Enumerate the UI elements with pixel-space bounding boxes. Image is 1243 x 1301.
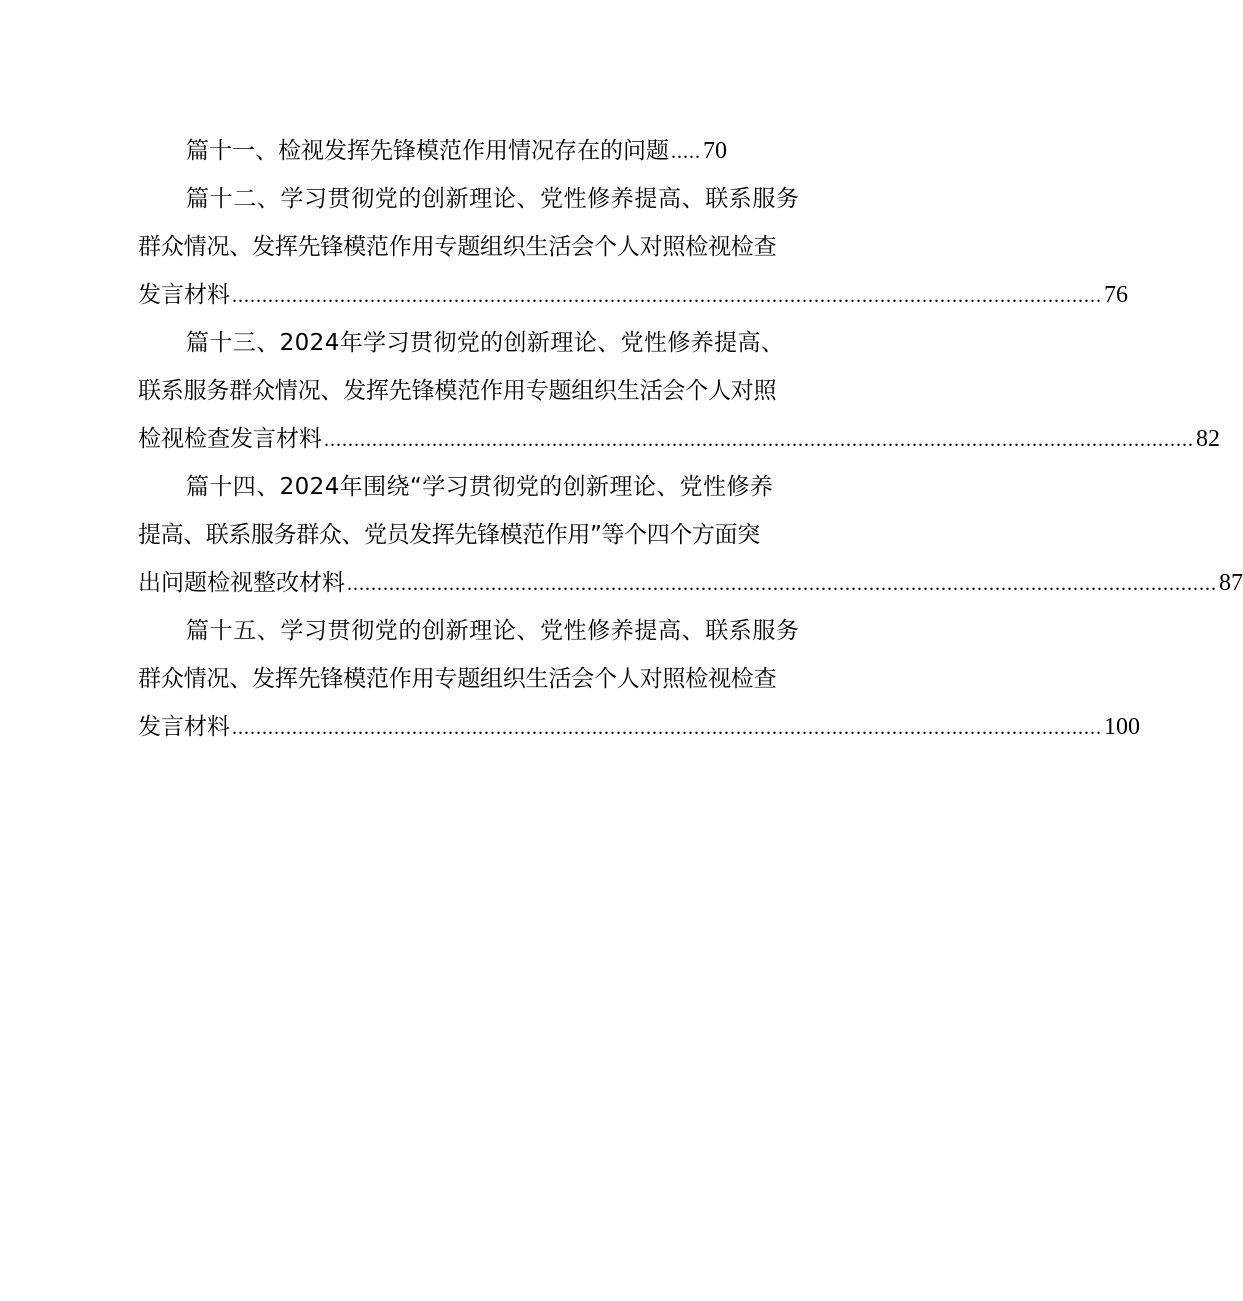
toc-entry-13-line-3[interactable]: [138, 415, 1220, 463]
toc-entry-12-line-2[interactable]: [138, 223, 786, 271]
toc-leader-dots: .....: [671, 141, 701, 163]
toc-entry-title-line: 发言材料: [138, 714, 230, 740]
toc-entry-title: 篇十一、检视发挥先锋模范作用情况存在的问题: [186, 138, 669, 164]
toc-entry-11[interactable]: [186, 127, 776, 175]
toc-entry-title-line: 出问题检视整改材料: [138, 570, 345, 596]
toc-entry-title-line: 篇十二、学习贯彻党的创新理论、党性修养提高、联系服务: [186, 186, 800, 212]
toc-leader-dots: .................................................................................................................................................: [324, 429, 1194, 451]
toc-leader-dots: .................................................................................................................................................: [347, 573, 1217, 595]
toc-entry-title-line: 群众情况、发挥先锋模范作用专题组织生活会个人对照检视检查: [138, 234, 777, 260]
toc-page-number: 100: [1104, 714, 1140, 740]
toc-entry-title-line: 检视检查发言材料: [138, 426, 322, 452]
toc-entry-14-line-1[interactable]: [186, 463, 786, 511]
toc-entry-title-line: 篇十三、2024年学习贯彻党的创新理论、党性修养提高、: [186, 330, 785, 356]
toc-entry-15-line-1[interactable]: [186, 607, 800, 655]
toc-entry-15-line-2[interactable]: [138, 655, 786, 703]
toc-entry-15-line-3[interactable]: [138, 703, 1140, 751]
toc-entry-title-line: 联系服务群众情况、发挥先锋模范作用专题组织生活会个人对照: [138, 378, 777, 404]
toc-entry-title-line: 发言材料: [138, 282, 230, 308]
toc-entry-title-line: 篇十四、2024年围绕“学习贯彻党的创新理论、党性修养: [186, 474, 774, 500]
toc-entry-12-line-1[interactable]: [186, 175, 800, 223]
toc-entry-12-line-3[interactable]: [138, 271, 1128, 319]
toc-entry-14-line-3[interactable]: [138, 559, 1243, 607]
toc-page-number: 82: [1196, 426, 1220, 452]
toc-entry-13-line-2[interactable]: [138, 367, 786, 415]
toc-entry-title-line: 提高、联系服务群众、党员发挥先锋模范作用”等个四个方面突: [138, 522, 760, 548]
toc-page-number: 70: [703, 138, 727, 164]
toc-leader-dots: .................................................................................................................................................: [232, 717, 1102, 739]
toc-entry-title-line: 群众情况、发挥先锋模范作用专题组织生活会个人对照检视检查: [138, 666, 777, 692]
toc-entry-13-line-1[interactable]: [186, 319, 786, 367]
toc-page-number: 76: [1104, 282, 1128, 308]
toc-leader-dots: .................................................................................................................................................: [232, 285, 1102, 307]
toc-page-number: 87: [1219, 570, 1243, 596]
toc-entry-title-line: 篇十五、学习贯彻党的创新理论、党性修养提高、联系服务: [186, 618, 800, 644]
toc-entry-14-line-2[interactable]: [138, 511, 786, 559]
